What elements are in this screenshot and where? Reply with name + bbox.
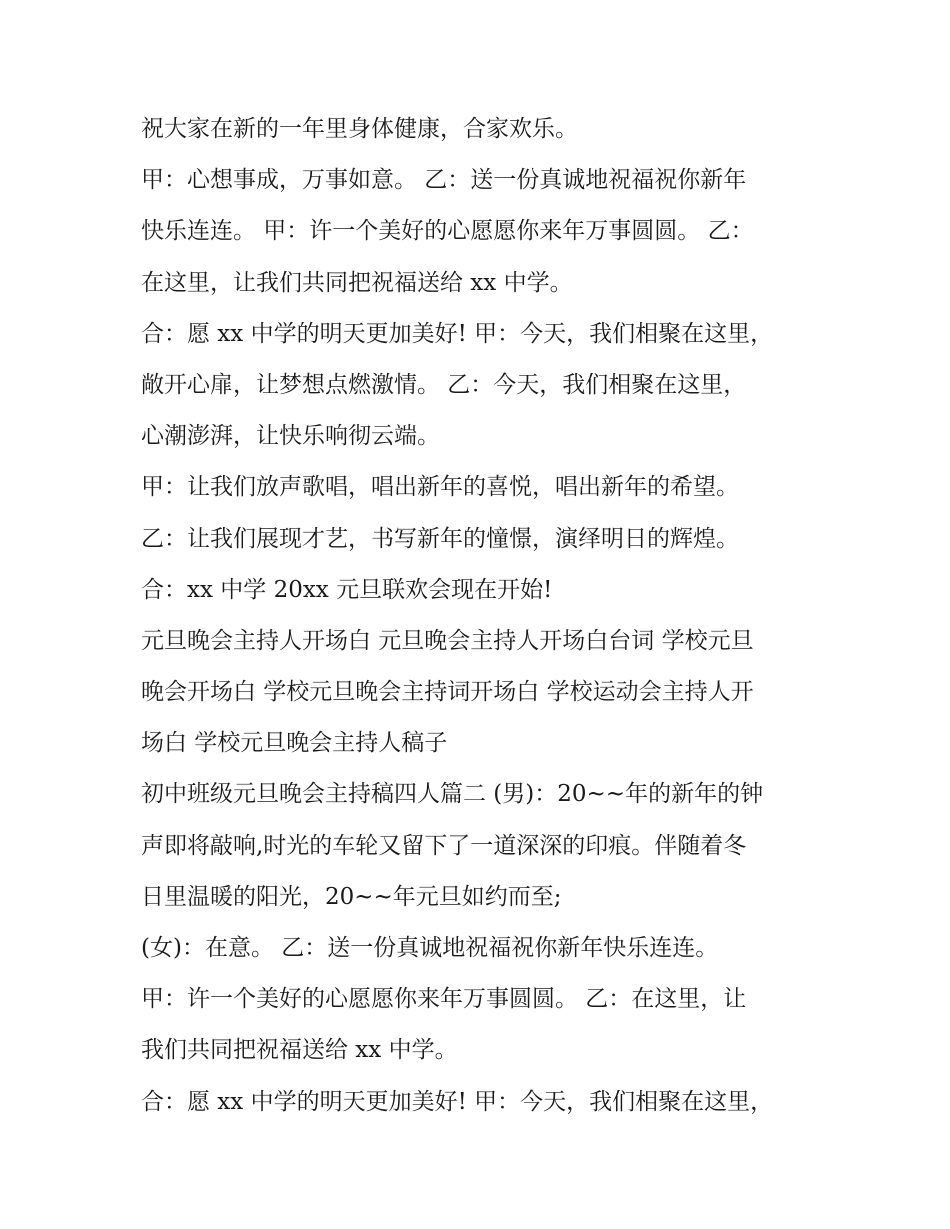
- text-line: 乙：让我们展现才艺，书写新年的憧憬，演绎明日的辉煌。: [141, 525, 739, 552]
- document-body: [141, 104, 809, 1128]
- text-line: 快乐连连。 甲：许一个美好的心愿愿你来年万事圆圆。 乙：: [141, 218, 754, 245]
- text-line: 我们共同把祝福送给 xx 中学。: [141, 1037, 458, 1064]
- text-line: 甲：许一个美好的心愿愿你来年万事圆圆。 乙：在这里，让: [141, 986, 747, 1013]
- text-line: 声即将敲响,时光的车轮又留下了一道深深的印痕。伴随着冬: [141, 832, 747, 859]
- text-line: (女)：在意。 乙：送一份真诚地祝福祝你新年快乐连连。: [141, 935, 719, 961]
- text-line: 元旦晚会主持人开场白 元旦晚会主持人开场白台词 学校元旦: [141, 627, 754, 654]
- text-line: 合：愿 xx 中学的明天更加美好! 甲：今天，我们相聚在这里，: [141, 320, 774, 347]
- text-line: 在这里，让我们共同把祝福送给 xx 中学。: [141, 269, 573, 296]
- text-line: 甲：心想事成，万事如意。 乙：送一份真诚地祝福祝你新年: [141, 167, 747, 194]
- text-line: 初中班级元旦晚会主持稿四人篇二 (男)：20~~年的新年的钟: [141, 781, 764, 808]
- text-line: 合：愿 xx 中学的明天更加美好! 甲：今天，我们相聚在这里，: [141, 1088, 774, 1115]
- text-line: 合：xx 中学 20xx 元旦联欢会现在开始!: [141, 576, 553, 603]
- text-line: 日里温暖的阳光，20~~年元旦如约而至;: [141, 883, 562, 910]
- text-line: 心潮澎湃，让快乐响彻云端。: [141, 423, 440, 450]
- text-line: 甲：让我们放声歌唱，唱出新年的喜悦，唱出新年的希望。: [141, 474, 739, 501]
- text-line: 敞开心扉，让梦想点燃激情。 乙：今天，我们相聚在这里，: [141, 371, 747, 398]
- text-line: 场白 学校元旦晚会主持人稿子: [141, 730, 448, 757]
- text-line: 晚会开场白 学校元旦晚会主持词开场白 学校运动会主持人开: [141, 679, 754, 706]
- text-line: 祝大家在新的一年里身体健康，合家欢乐。: [141, 116, 578, 142]
